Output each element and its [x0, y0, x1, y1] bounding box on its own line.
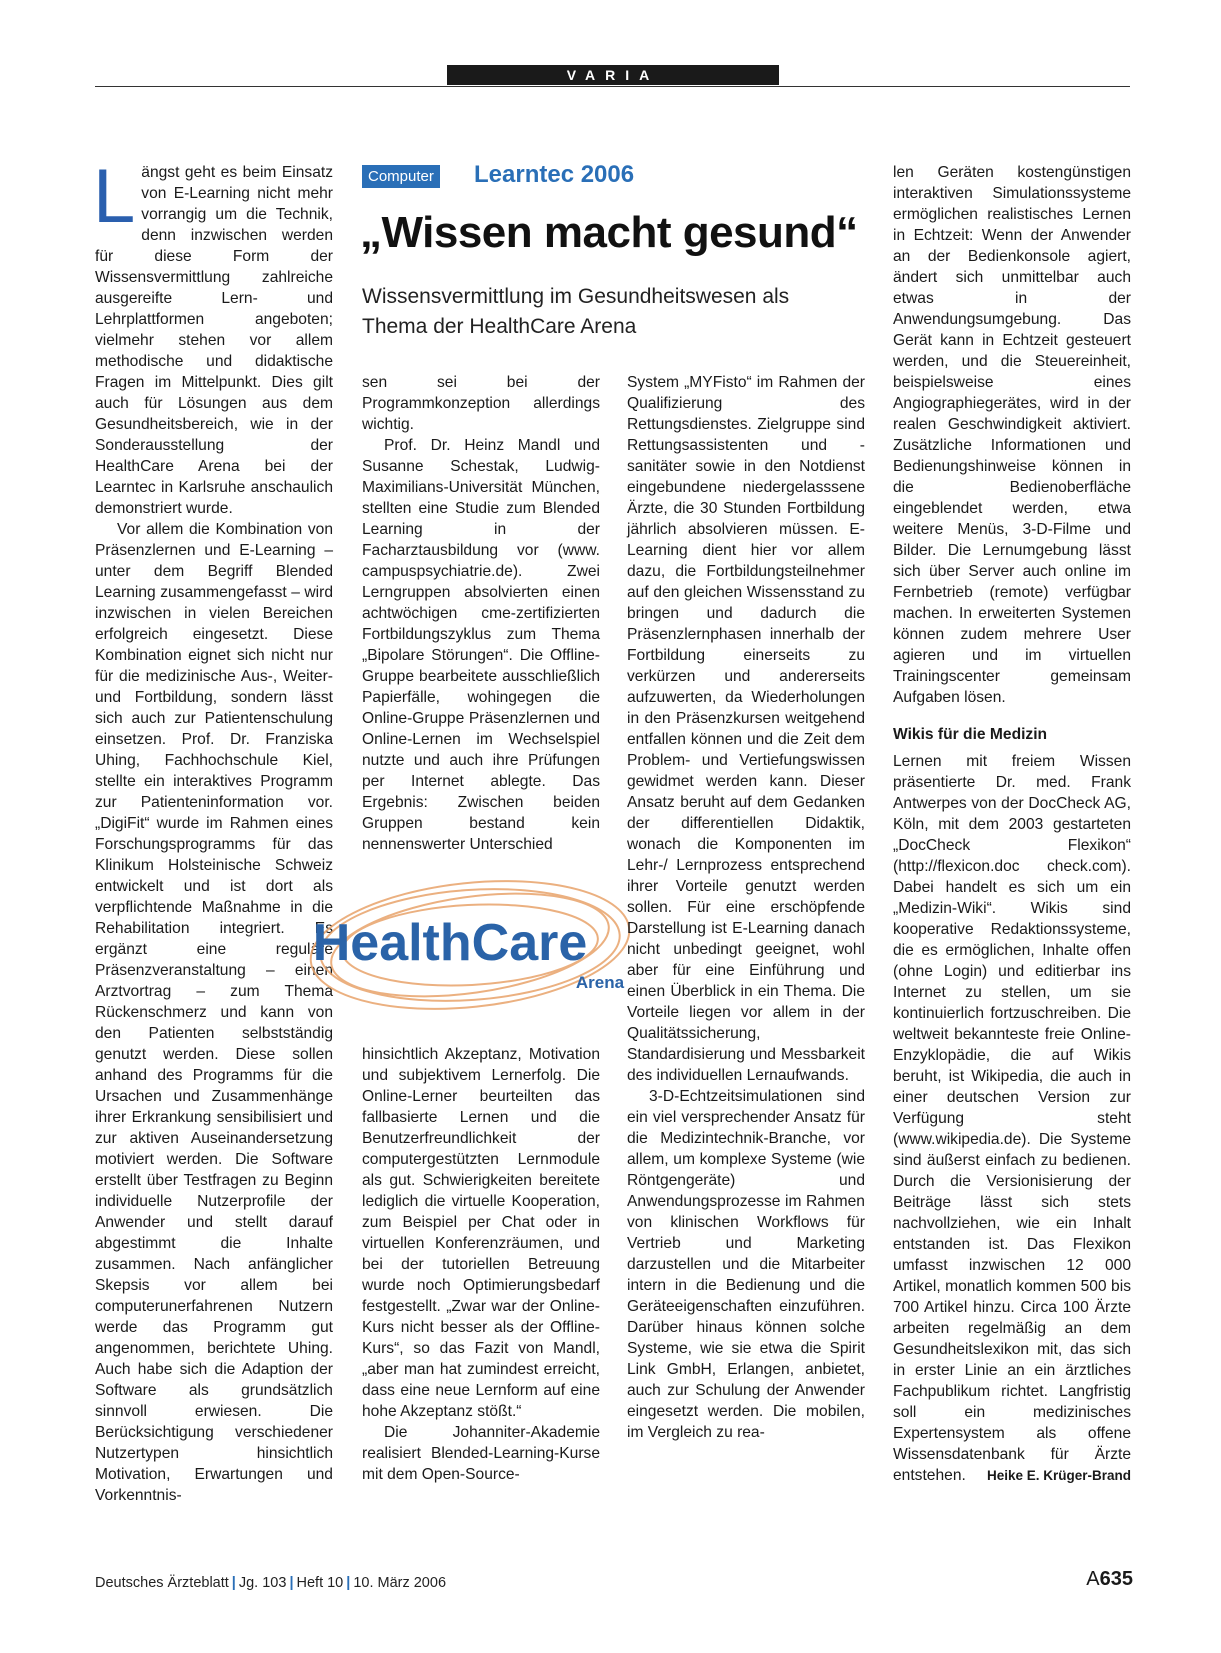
column-3	[627, 372, 865, 1443]
drop-cap: L	[93, 154, 136, 239]
page-number	[1086, 1568, 1133, 1591]
journal-name: Deutsches Ärzteblatt	[95, 1575, 229, 1591]
headline: „Wissen macht gesund“	[360, 208, 858, 257]
paragraph: Vor allem die Kombination von Präsenzlernen und E-Learning – unter dem Begriff Blended Learning zusammengefasst – wird inzwischen in vielen Bereichen erfolgreich eingesetzt. Diese Kombination eignet sich nicht nur für die medizinische Aus-, Weiter- und Fortbildung, sondern lässt sich auch zur Patientenschulung einsetzen. Prof. Dr. Franziska Uhing, Fachhochschule Kiel, stellte ein interaktives Programm zur Patienteninformation vor. „DigiFit“ wurde im Rahmen eines Forschungsprogramms für das Klinikum Holsteinische Schweiz entwickelt und ist dort als verpflichtende Maßnahme in die Rehabilitation integriert. Es ergänzt eine reguläre Präsenzveranstaltung – einen Arztvortrag – zum Thema Rückenschmerz und kann von den Patienten selbstständig genutzt werden. Diese sollen anhand des Programms für die Ursachen und Zusammenhänge ihrer Erkrankung sensibilisiert und zur aktiven Auseinandersetzung motiviert werden. Die Software erstellt über Testfragen zu Beginn individuelle Nutzerprofile der Anwender und stellt darauf abgestimmt die Inhalte zusammen. Nach anfänglicher Skepsis vor allem bei computerunerfahrenen Nutzern werde das Programm gut angenommen, berichtete Uhing. Auch habe sich die Adaption der Software als grundsätzlich sinnvoll erwiesen. Die Berücksichtigung verschiedener Nutzertypen hinsichtlich Motivation, Erwartungen und Vorkenntnis-	[95, 521, 333, 1504]
paragraph-text: Lernen mit freiem Wissen präsentierte Dr. med. Frank Antwerpes von der DocCheck AG, Köln, mit dem 2003 gestarteten „DocCheck Flexikon“ (http://flexicon.doc check.com). Dabei handelt es sich um ein „Medizin-Wiki“. Wikis sind kooperative Redaktionssysteme, die es ermöglichen, Inhalte offen (ohne Login) und editierbar ins Internet zu stellen, um sie kontinuierlich fortzuschreiben. Die weltweit bekannteste freie Online-Enzyklopädie, die auf Wikis beruht, ist Wikipedia, die auch in einer deutschen Version zur Verfügung steht (www.wikipedia.de). Die Systeme sind äußerst einfach zu bedienen. Durch die Versionisierung der Beiträge lässt sich stets nachvollziehen, wie ein Inhalt entstanden ist. Das Flexikon umfasst inzwischen 12 000 Artikel, monatlich kommen 500 bis 700 Artikel hinzu. Circa 100 Ärzte arbeiten regelmäßig an dem Gesundheitslexikon mit, das sich in erster Linie an ein ärztliches Fachpublikum richtet. Langfristig soll ein medizinisches Expertensystem als offene Wissensdatenbank für Ärzte entstehen.	[893, 753, 1131, 1484]
page-value: 635	[1099, 1568, 1133, 1590]
column-2-lower	[362, 1044, 600, 1485]
page-prefix: A	[1086, 1568, 1100, 1590]
paragraph: Prof. Dr. Heinz Mandl und Susanne Schestak, Ludwig-Maximilians-Universität München, stellten eine Studie zum Blended Learning in der Facharztausbildung vor (www. campuspsychiatrie.de). Zwei Lerngruppen absolvierten einen achtwöchigen cme-zertifizierten Fortbildungszyklus zum Thema „Bipolare Störungen“. Die Offline-Gruppe bearbeitete ausschließlich Papierfälle, wohingegen die Online-Gruppe Präsenzlernen und Online-Lernen im Wechselspiel nutzte und auch ihre Prüfungen per Internet ablegte. Das Ergebnis: Zwischen beiden Gruppen bestand kein nennenswerter Unterschied	[362, 437, 600, 853]
section-subtitle: Wikis für die Medizin	[893, 726, 1048, 743]
paragraph-text: ängst geht es beim Einsatz von E-Learning nicht mehr vorrangig um die Technik, denn inzwischen werden für diese Form der Wissensvermittlung zahlreiche ausgereifte Lern- und Lehrplattformen angeboten; vielmehr stehen vor allem methodische und didaktische Fragen im Mittelpunkt. Dies gilt auch für Lösungen aus dem Gesundheitsbereich, wie in der Sonderausstellung der HealthCare Arena bei der Learntec in Karlsruhe anschaulich demonstriert wurde.	[95, 164, 333, 517]
paragraph: len Geräten kostengünstigen interaktiven Simulationssysteme ermöglichen realistisches Lernen in Echtzeit: Wenn der Anwender an der Bedienkonsole agiert, ändert sich unmittelbar auch etwas in der Anwendungsumgebung. Das Gerät kann in Echtzeit gesteuert werden, und die Steuereinheit, beispielsweise eines Angiographiegerätes, wird in der realen Geschwindigkeit aktiviert. Zusätzliche Informationen und Bedienungshinweise können in die Bedienoberfläche eingeblendet werden, etwa weitere Menüs, 3-D-Filme und Bilder. Die Lernumgebung lässt sich über Server auch online im Fernbetrieb (remote) verfügbar machen. In erweiterten Systemen können zudem mehrere User agieren und im virtuellen Trainingscenter gemeinsam Aufgaben lösen.	[893, 164, 1131, 706]
paragraph: 3-D-Echtzeitsimulationen sind ein viel versprechender Ansatz für die Medizintechnik-Branche, vor allem, um komplexe Systeme (wie Röntgengeräte) und Anwendungsprozesse im Rahmen von klinischen Workflows für Vertrieb und Marketing darzustellen und die Mitarbeiter intern in die Bedienung und die Geräteeigenschaften einzuführen. Darüber hinaus können solche Systeme, wie sie etwa die Spirit Link GmbH, Erlangen, anbietet, auch zur Schulung der Anwender eingesetzt werden. Die mobilen, im Vergleich zu rea-	[627, 1088, 865, 1441]
paragraph	[93, 154, 333, 519]
footer: Deutsches Ärzteblatt | Jg. 103 | Heft 10 | 10. März 2006	[95, 1575, 447, 1591]
paragraph: Die Johanniter-Akademie realisiert Blended-Learning-Kurse mit dem Open-Source-	[362, 1424, 600, 1483]
kicker: Learntec 2006	[474, 161, 635, 188]
volume: Jg. 103	[238, 1575, 287, 1591]
author-name: Heike E. Krüger-Brand	[986, 1468, 1131, 1483]
paragraph: sen sei bei der Programmkonzeption allerdings wichtig.	[362, 374, 600, 433]
paragraph: hinsichtlich Akzeptanz, Motivation und subjektivem Lernerfolg. Die Online-Lerner beurteilten das fallbasierte Lernen und die Benutzerfreundlichkeit der computergestützten Lernmodule als gut. Schwierigkeiten bereitete lediglich die virtuelle Kooperation, zum Beispiel per Chat oder in virtuellen Konferenzräumen, und bei der tutoriellen Betreuung wurde noch Optimierungsbedarf festgestellt. „Zwar war der Online-Kurs nicht besser als der Offline-Kurs“, so das Fazit von Mandl, „aber man hat zumindest erreicht, dass eine neue Lernform auf eine hohe Akzeptanz stößt.“	[362, 1046, 600, 1420]
column-1	[93, 154, 333, 1506]
section-label: VARIA	[447, 65, 779, 85]
subheadline: Wissensvermittlung im Gesundheitswesen als Thema der HealthCare Arena	[362, 285, 790, 338]
column-2-upper	[362, 372, 600, 855]
top-rule	[95, 86, 1130, 87]
healthcare-arena-logo	[300, 860, 640, 1030]
date: 10. März 2006	[353, 1575, 447, 1591]
logo-text: HealthCare	[312, 914, 588, 972]
logo-subtext: Arena	[575, 973, 625, 992]
paragraph: System „MYFisto“ im Rahmen der Qualifizierung des Rettungsdienstes. Zielgruppe sind Rettungsassistenten und -sanitäter sowie in den Notdienst eingebundene niedergelasssene Ärzte, die 30 Stunden Fortbildung jährlich absolvieren müssen. E-Learning dient hier vor allem dazu, die Fortbildungsteilnehmer auf den gleichen Wissensstand zu bringen und dadurch die Präsenzlernphasen innerhalb der Fortbildung einerseits zu verkürzen und andererseits aufzuwerten, da Wiederholungen in den Präsenzkursen weitgehend entfallen können und die Zeit dem Problem- und Vertiefungswissen gewidmet werden kann. Dieser Ansatz beruht auf dem Gedanken der differentiellen Didaktik, wonach die Komponenten im Lehr-/ Lernprozess entsprechend ihrer Vorteile genutzt werden sollen. Für eine erschöpfende Darstellung ist E-Learning danach nicht unbedingt geeignet, wohl aber für eine Einführung und einen Überblick in ein Thema. Die Vorteile liegen vor allem in der Qualitätssicherung, Standardisierung und Messbarkeit des individuellen Lernaufwands.	[627, 374, 865, 1084]
column-4	[893, 162, 1131, 1486]
paragraph	[893, 751, 1131, 1486]
category-tag: Computer	[362, 165, 440, 188]
issue: Heft 10	[296, 1575, 344, 1591]
